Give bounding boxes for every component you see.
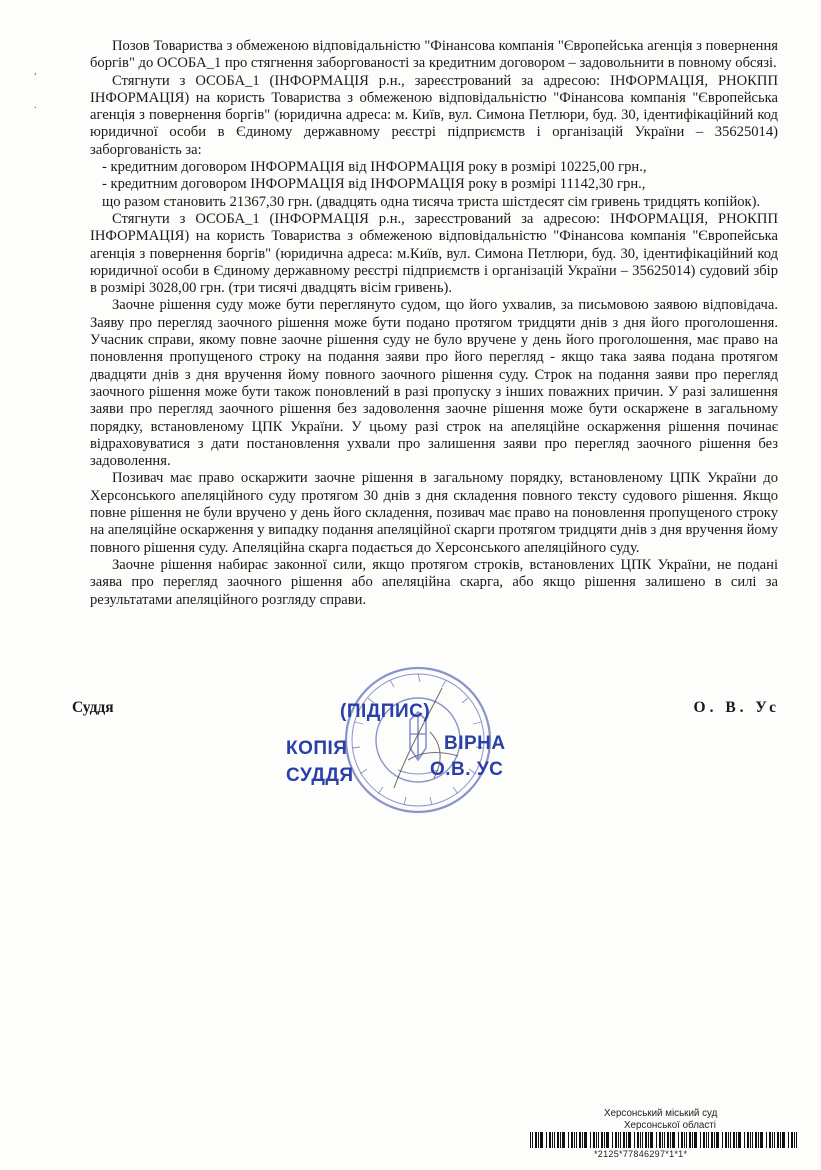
stamp-true-word: ВІРНА (444, 733, 506, 754)
margin-mark: . (34, 100, 37, 111)
paragraph-claim: Позов Товариства з обмеженою відповідальністю "Фінансова компанія "Європейська агенція з повернення боргів" до ОСОБА_1 про стягнення заборгованості за кредитним договором – задовольнити в повному обсязі. (90, 38, 778, 72)
paragraph-review: Заочне рішення суду може бути переглянуто судом, що його ухвалив, за письмовою заявою відповідача. Заяву про перегляд заочного рішення може бути подано протягом тридцяти днів з дня його проголошення. Учасник справи, якому повне заочне рішення суду не було вручене у день його проголошення, має право на поновлення пропущеного строку на подання заяви про його перегляд - якщо така заява подана протягом двадцяти днів з дня вручення йому повного заочного рішення суду. Строк на подання заяви про перегляд заочного рішення може бути також поновлений в разі пропуску з інших поважних причин. У разі залишення заяви про перегляд заочного рішення без задоволення заочне рішення може бути оскаржене в загальному порядку, встановленому ЦПК України. У цьому разі строк на апеляційне оскарження рішення починає відраховуватися з дати постановлення ухвали про залишення заяви про перегляд заочного рішення без задоволення. (90, 297, 778, 470)
stamp-signature-note: (ПІДПИС) (340, 701, 431, 722)
stamp-judge-word: СУДДЯ (286, 765, 354, 786)
margin-mark: , (34, 66, 37, 77)
footer-court: Херсонський міський суд (604, 1108, 718, 1119)
judge-label: Суддя (72, 699, 114, 716)
stamp-judge-initials: О.В. УС (430, 759, 504, 780)
paragraph-legal-force: Заочне рішення набирає законної сили, якщо протягом строків, встановлених ЦПК України, не подані заява про перегляд заочного рішення або апеляційна скарга, або якщо рішення залишено в силі за результатами апеляційного розгляду справи. (90, 556, 778, 608)
paragraph-total: що разом становить 21367,30 грн. (двадцять одна тисяча триста шістдесят сім гривень тридцять копійок). (102, 193, 761, 210)
paragraph-recover-debt: Стягнути з ОСОБА_1 (ІНФОРМАЦІЯ р.н., зареєстрований за адресою: ІНФОРМАЦІЯ, РНОКПП ІНФОРМАЦІЯ) на користь Товариства з обмеженою відповідальністю "Фінансова компанія "Європейська агенція з повернення боргів" (юридична адреса: м. Київ, вул. Симона Петлюри, буд. 30, ідентифікаційний код юридичної особи в Єдиному державному реєстрі підприємств і організацій України – 35625014) заборгованість за: (90, 72, 778, 158)
barcode-icon (530, 1132, 800, 1148)
judge-name: О. В. Ус (693, 699, 780, 716)
footer-region: Херсонської області (624, 1120, 716, 1131)
paragraph-appeal: Позивач має право оскаржити заочне рішення в загальному порядку, встановленому ЦПК України до Херсонського апеляційного суду протягом 30 днів з дня складення повного тексту судового рішення. Якщо повне рішення не були вручено у день його складення, позивач має право на поновлення пропущеного строку на апеляційне оскарження у випадку подання апеляційної скарги протягом тридцяти днів з дня вручення йому повного рішення суду. Апеляційна скарга подається до Херсонського апеляційного суду. (90, 470, 778, 556)
paragraph-court-fee: Стягнути з ОСОБА_1 (ІНФОРМАЦІЯ р.н., зареєстрований за адресою: ІНФОРМАЦІЯ, РНОКПП ІНФОРМАЦІЯ) на користь Товариства з обмеженою відповідальністю "Фінансова компанія "Європейська агенція з повернення боргів" (юридична адреса: м.Київ, вул. Симона Петлюри, буд. 30, ідентифікаційний код юридичної особи в Єдиному державному реєстрі підприємств і організацій України – 35625014) судовий збір в розмірі 3028,00 грн. (три тисячі двадцять вісім гривень). (90, 210, 778, 297)
list-item-contract-1: - кредитним договором ІНФОРМАЦІЯ від ІНФОРМАЦІЯ року в розмірі 10225,00 грн., (102, 159, 647, 176)
stamp-copy-word: КОПІЯ (286, 738, 348, 759)
decision-text (90, 38, 778, 609)
barcode-number: *2125*77846297*1*1* (594, 1149, 688, 1159)
list-item-contract-2: - кредитним договором ІНФОРМАЦІЯ від ІНФОРМАЦІЯ року в розмірі 11142,30 грн., (102, 176, 646, 193)
